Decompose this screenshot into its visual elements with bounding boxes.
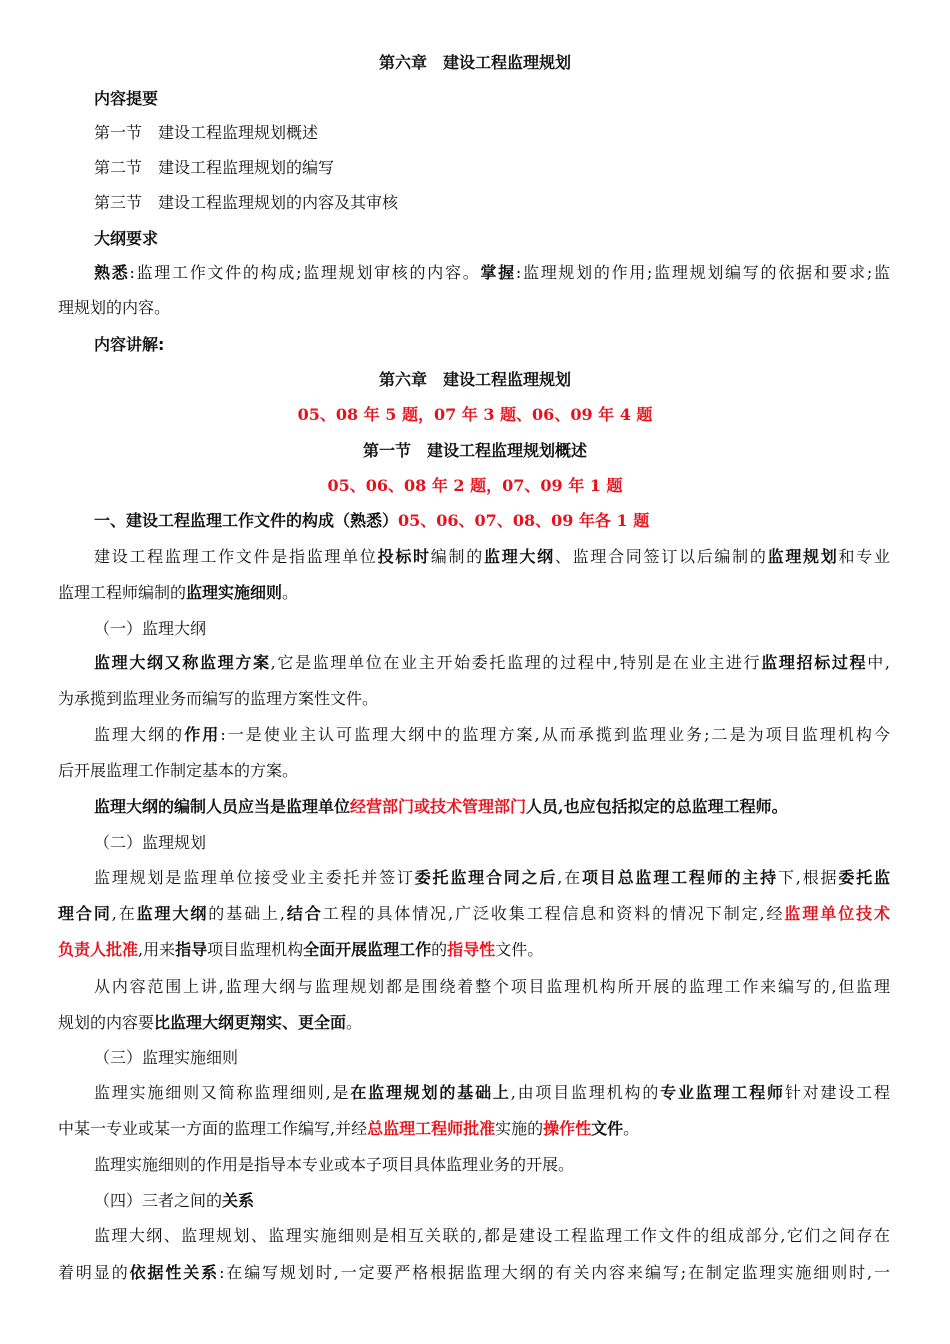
master-text: :监理规划的作用;监理规划编写的依据和要求;监: [515, 263, 890, 282]
text-run: 监理大纲的编制人员应当是监理单位: [94, 797, 351, 816]
emphasis: 专业监理工程师: [660, 1083, 785, 1102]
paragraph-2-line-2: 为承揽到监理业务而编写的监理方案性文件。: [58, 689, 379, 708]
toc-item-2: 第二节 建设工程监理规划的编写: [94, 158, 335, 177]
emphasis: 委托监: [838, 868, 890, 887]
text-run: 中某一专业或某一方面的监理工作编写,并经: [58, 1119, 368, 1138]
emphasis: 依据性关系: [129, 1263, 220, 1282]
subheading-outline: （一）监理大纲: [94, 619, 207, 638]
emphasis: 监理实施细则: [186, 583, 283, 602]
text-run: 。: [623, 1119, 640, 1138]
text-run: （四）三者之间的: [94, 1191, 223, 1210]
part-1-heading: 一、建设工程监理工作文件的构成（熟悉）: [94, 511, 399, 530]
paragraph-6-line-2: [58, 1012, 362, 1034]
page-title: 第六章 建设工程监理规划: [378, 53, 571, 72]
text-run: :一是使业主认可监理大纲中的监理方案,从而承揽到监理业务;二是为项目监理机构今: [220, 725, 890, 744]
emphasis: 监理大纲: [136, 904, 209, 923]
text-run: ,由项目监理机构的: [510, 1083, 661, 1102]
emphasis: 全面开展监理工作: [303, 940, 432, 959]
highlight: 负责人批准: [58, 940, 139, 959]
text-run: 、监理合同签订以后编制的: [554, 547, 768, 566]
familiar-label: 熟悉: [94, 263, 130, 282]
highlight: 总监理工程师批准: [367, 1119, 496, 1138]
summary-heading: 内容提要: [94, 89, 159, 108]
text-run: 规划的内容要: [58, 1013, 155, 1032]
text-run: 监理规划是监理单位接受业主委托并签订: [94, 868, 415, 887]
toc-item-1: 第一节 建设工程监理规划概述: [94, 123, 319, 142]
emphasis: 比监理大纲更翔实、更全面: [154, 1013, 347, 1032]
text-run: 着明显的: [58, 1263, 130, 1282]
syllabus-line-2: 理规划的内容。: [58, 298, 171, 317]
emphasis: 理合同: [58, 904, 112, 923]
paragraph-4: [94, 796, 788, 818]
emphasis: 项目总监理工程师的主持: [581, 868, 778, 887]
text-run: 工程的具体情况,广泛收集工程信息和资料的情况下制定,经: [322, 904, 785, 923]
emphasis: 监理大纲: [483, 547, 555, 566]
emphasis: 在监理规划的基础上: [350, 1083, 511, 1102]
paragraph-6-line-1: 从内容范围上讲,监理大纲与监理规划都是围绕着整个项目监理机构所开展的监理工作来编写的,但监理: [94, 977, 890, 996]
paragraph-3-line-1: [94, 724, 890, 746]
text-run: 监理大纲的: [94, 725, 185, 744]
part-1-exam: 05、06、07、08、09 年各 1 题: [398, 511, 650, 530]
emphasis: 关系: [222, 1191, 255, 1210]
text-run: ,用来: [138, 940, 176, 959]
chapter-title: 第六章 建设工程监理规划: [378, 370, 571, 389]
text-run: 监理实施细则又简称监理细则,是: [94, 1083, 351, 1102]
toc-item-3: 第三节 建设工程监理规划的内容及其审核: [94, 193, 399, 212]
section-exam-count: 05、06、08 年 2 题，07、09 年 1 题: [327, 476, 623, 495]
emphasis: 文件: [591, 1119, 624, 1138]
paragraph-1-line-2: [58, 582, 298, 604]
paragraph-7-line-2: [58, 1118, 639, 1140]
chapter-exam-count: 05、08 年 5 题，07 年 3 题、06、09 年 4 题: [297, 405, 653, 424]
text-run: 中,: [867, 653, 890, 672]
text-run: 。: [282, 583, 299, 602]
part-1-heading-line: [94, 510, 649, 532]
emphasis: 监理规划: [767, 547, 839, 566]
emphasis: 监理大纲又称监理方案: [94, 653, 271, 672]
paragraph-1-line-1: [94, 546, 890, 568]
emphasis: 作用: [184, 725, 221, 744]
text-run: 监理工程师编制的: [58, 583, 187, 602]
paragraph-8: 监理实施细则的作用是指导本专业或本子项目具体监理业务的开展。: [94, 1155, 575, 1174]
paragraph-5-line-3: [58, 939, 543, 961]
text-run: 实施的: [495, 1119, 544, 1138]
paragraph-5-line-2: [58, 903, 890, 925]
text-run: 人员,也应包括拟定的总监理工程师。: [526, 797, 788, 816]
text-run: 针对建设工程: [784, 1083, 890, 1102]
subheading-plan: （二）监理规划: [94, 833, 207, 852]
syllabus-line-1: [94, 262, 890, 284]
emphasis: 委托监理合同之后: [414, 868, 558, 887]
paragraph-5-line-1: [94, 867, 890, 889]
paragraph-7-line-1: [94, 1082, 890, 1104]
text-run: ,在: [111, 904, 137, 923]
master-label: 掌握: [480, 263, 516, 282]
subheading-relationship: [94, 1190, 254, 1212]
syllabus-heading: 大纲要求: [94, 229, 159, 248]
emphasis: 指导: [175, 940, 208, 959]
emphasis: 投标时: [377, 547, 431, 566]
lecture-heading: 内容讲解:: [94, 335, 165, 354]
section-title: 第一节 建设工程监理规划概述: [362, 441, 587, 460]
emphasis: 监理招标过程: [761, 653, 868, 672]
highlight: 监理单位技术: [784, 904, 890, 923]
subheading-rules: （三）监理实施细则: [94, 1048, 239, 1067]
text-run: 。: [346, 1013, 363, 1032]
text-run: 项目监理机构: [207, 940, 304, 959]
text-run: 建设工程监理工作文件是指监理单位: [94, 547, 378, 566]
familiar-text: :监理工作文件的构成;监理规划审核的内容。: [129, 263, 481, 282]
paragraph-3-line-2: 后开展监理工作制定基本的方案。: [58, 761, 299, 780]
text-run: 文件。: [495, 940, 544, 959]
text-run: ,在: [557, 868, 582, 887]
text-run: 的基础上,: [208, 904, 285, 923]
text-run: ,它是监理单位在业主开始委托监理的过程中,特别是在业主进行: [270, 653, 762, 672]
text-run: 编制的: [430, 547, 484, 566]
text-run: :在编写规划时,一定要严格根据监理大纲的有关内容来编写;在制定监理实施细则时,一: [219, 1263, 890, 1282]
paragraph-2-line-1: [94, 652, 890, 674]
paragraph-9-line-1: 监理大纲、监理规划、监理实施细则是相互关联的,都是建设工程监理工作文件的组成部分,它们之间存在: [94, 1226, 890, 1245]
text-run: 的: [431, 940, 448, 959]
text-run: 和专业: [838, 547, 890, 566]
text-run: 下,根据: [777, 868, 839, 887]
highlight: 指导性: [447, 940, 496, 959]
emphasis: 结合: [285, 904, 323, 923]
highlight: 经营部门或技术管理部门: [350, 797, 527, 816]
highlight: 操作性: [543, 1119, 592, 1138]
paragraph-9-line-2: [58, 1262, 890, 1284]
